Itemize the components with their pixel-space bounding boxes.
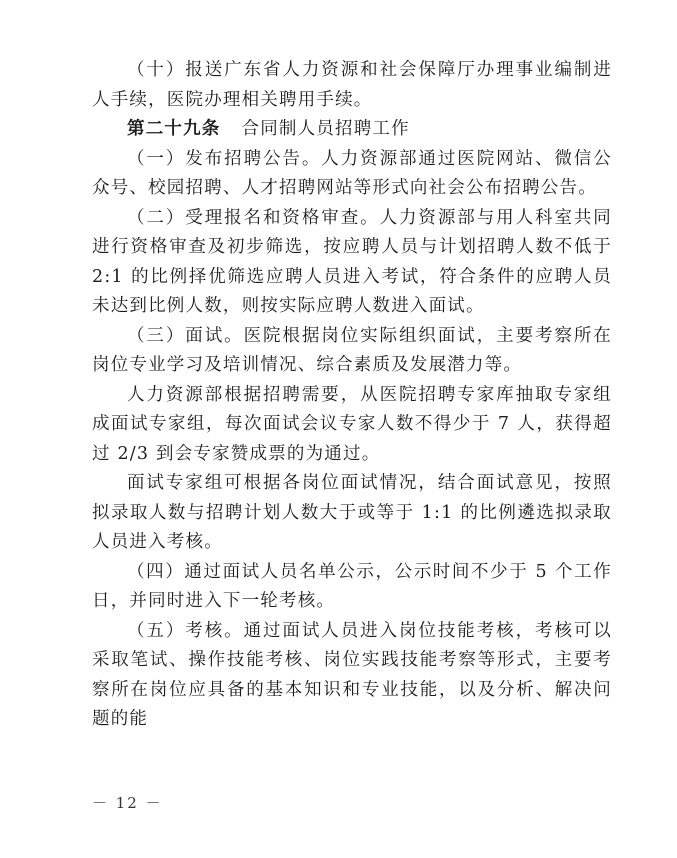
- paragraph-selection: 面试专家组可根据各岗位面试情况，结合面试意见，按照拟录取人数与招聘计划人数大于或等于 1:1 的比例遴选拟录取人员进入考核。: [92, 473, 612, 552]
- page-number: － 12 －: [92, 794, 163, 812]
- paragraph-item-1: （一）发布招聘公告。人力资源部通过医院网站、微信公众号、校园招聘、人才招聘网站等形式向社会公布招聘公告。: [92, 148, 612, 198]
- paragraph-item-10: （十）报送广东省人力资源和社会保障厅办理事业编制进人手续，医院办理相关聘用手续。: [92, 60, 612, 110]
- paragraph-item-2: （二）受理报名和资格审查。人力资源部与用人科室共同进行资格审查及初步筛选，按应聘人员与计划招聘人数不低于 2:1 的比例择优筛选应聘人员进入考试，符合条件的应聘人员未达到比例人数，则按实际应聘人数进入面试。: [92, 207, 612, 316]
- paragraph-item-5: （五）考核。通过面试人员进入岗位技能考核，考核可以采取笔试、操作技能考核、岗位实践技能考察等形式，主要考察所在岗位应具备的基本知识和专业技能，以及分析、解决问题的能: [92, 620, 612, 729]
- article-heading: [92, 115, 612, 145]
- article-number: 第二十九条: [127, 119, 221, 139]
- paragraph-expert-panel: 人力资源部根据招聘需要，从医院招聘专家库抽取专家组成面试专家组，每次面试会议专家人数不得少于 7 人，获得超过 2/3 到会专家赞成票的为通过。: [92, 384, 612, 464]
- article-title: 合同制人员招聘工作: [241, 119, 410, 139]
- document-body: [92, 56, 612, 735]
- paragraph-item-4: （四）通过面试人员名单公示，公示时间不少于 5 个工作日，并同时进入下一轮考核。: [92, 561, 612, 611]
- paragraph-item-3: （三）面试。医院根据岗位实际组织面试，主要考察所在岗位专业学习及培训情况、综合素质及发展潜力等。: [92, 325, 612, 375]
